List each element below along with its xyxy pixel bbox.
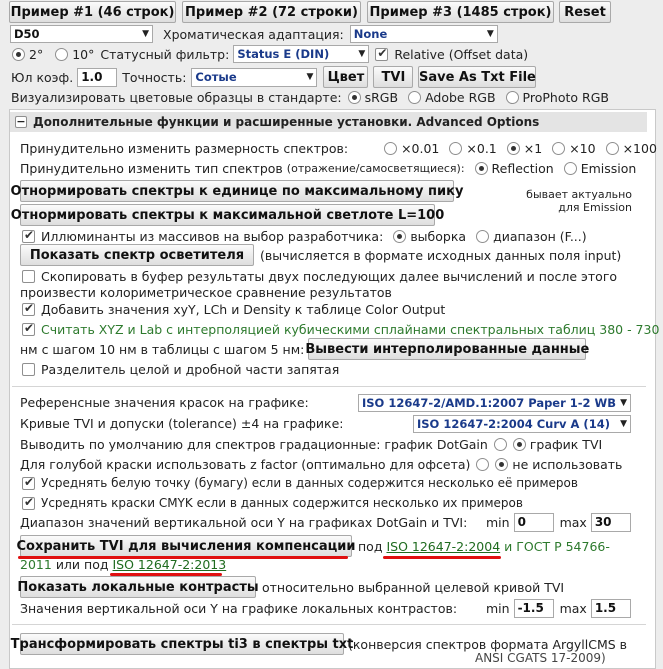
prophoto-rgb-radio[interactable] xyxy=(506,91,519,104)
visualize-standard-label: Визуализировать цветовые образцы в стандарте: xyxy=(11,90,342,105)
average-white-label: Усреднять белую точку (бумагу) если в данных содержится несколько её примеров xyxy=(41,476,578,490)
emission-radio[interactable] xyxy=(564,162,577,175)
emission-label: Emission xyxy=(580,161,637,176)
reset-button[interactable]: Reset xyxy=(559,1,611,23)
srgb-radio[interactable] xyxy=(348,91,361,104)
tvi-curves-select[interactable] xyxy=(413,415,631,433)
local-max-label: max xyxy=(559,601,587,616)
observer-10-label: 10° xyxy=(72,46,95,62)
panel-divider xyxy=(12,386,646,387)
average-cmyk-label: Усреднять краски CMYK если в данных содержится несколько их примеров xyxy=(41,496,523,510)
tvi-curves-label: Кривые TVI и допуски (tolerance) ±4 на графике: xyxy=(20,416,344,431)
decimal-comma-checkbox[interactable] xyxy=(22,363,35,376)
average-cmyk-checkbox[interactable] xyxy=(22,497,35,510)
adobe-rgb-radio[interactable] xyxy=(408,91,421,104)
reference-value: ISO 12647-2/AMD.1:2007 Paper 1-2 WB xyxy=(362,396,617,410)
interpolation-label: Считать XYZ и Lab с интерполяцией кубическими сплайнами спектральных таблиц 380 - 730 xyxy=(41,322,660,337)
reference-label: Референсные значения красок на графике: xyxy=(20,395,309,410)
observer-2-label: 2° xyxy=(29,46,44,62)
chevron-down-icon: ▼ xyxy=(486,29,494,39)
yule-coef-input[interactable]: 1.0 xyxy=(77,68,117,87)
reference-select[interactable] xyxy=(358,394,631,412)
zfactor-off-radio[interactable] xyxy=(495,458,508,471)
transform-spectra-button[interactable]: Трансформировать спектры ti3 в спектры txt xyxy=(20,633,344,655)
yule-coef-label: Юл коэф. xyxy=(11,69,74,85)
save-as-txt-button[interactable]: Save As Txt File xyxy=(418,66,536,88)
illum-sample-label: выборка xyxy=(410,229,467,244)
save-tvi-button[interactable]: Сохранить TVI для вычисления компенсации xyxy=(20,535,352,557)
observer-2-radio[interactable] xyxy=(12,48,25,61)
emission-note-line2: для Emission xyxy=(558,201,632,214)
default-graph-label: Выводить по умолчанию для спектров градационные: график DotGain xyxy=(20,437,488,452)
average-white-checkbox[interactable] xyxy=(22,477,35,490)
status-filter-select[interactable] xyxy=(233,45,369,63)
emission-note-line1: бывает актуально xyxy=(526,188,632,201)
illuminant-select[interactable] xyxy=(10,25,153,43)
local-min-input[interactable]: -1.5 xyxy=(514,599,554,618)
top-toolbar xyxy=(9,1,611,23)
dim-100-label: ×100 xyxy=(622,141,657,156)
iso-2004-link[interactable]: ISO 12647-2:2004 xyxy=(386,538,501,554)
observer-10-radio[interactable] xyxy=(55,48,68,61)
local-max-input[interactable]: 1.5 xyxy=(591,599,631,618)
adaptation-value: None xyxy=(353,27,388,41)
status-filter-value: Status E (DIN) xyxy=(237,47,330,61)
save-tvi-and-text: и xyxy=(504,538,513,554)
spectrum-type-label: Принудительно изменить тип спектров xyxy=(20,161,283,176)
copy-buffer-checkbox[interactable] xyxy=(22,270,35,283)
adaptation-label: Хроматическая адаптация: xyxy=(163,26,344,42)
decimal-comma-label: Разделитель целой и дробной части запятая xyxy=(41,362,340,377)
tvi-curves-value: ISO 12647-2:2004 Curv A (14) xyxy=(417,417,610,431)
y-range-label: Диапазон значений вертикальной оси Y на графиках DotGain и TVI: xyxy=(20,515,468,530)
add-xyy-label: Добавить значения xyY, LCh и Density к таблице Color Output xyxy=(41,302,446,317)
transform-note-line2: ANSI CGATS 17-2009) xyxy=(475,651,606,665)
advanced-options-header[interactable] xyxy=(10,112,647,132)
y-min-input[interactable]: 0 xyxy=(514,513,554,532)
output-interpolated-button[interactable]: Вывести интерполированные данные xyxy=(308,338,586,360)
collapse-toggle-icon[interactable]: − xyxy=(16,115,26,128)
example-3-button[interactable]: Пример #3 (1485 строк) xyxy=(367,1,554,23)
illuminants-checkbox[interactable] xyxy=(22,230,35,243)
adaptation-select[interactable] xyxy=(350,25,498,43)
y-max-label: max xyxy=(559,515,587,530)
dim-0.1-label: ×0.1 xyxy=(466,141,497,156)
dim-100-radio[interactable] xyxy=(606,142,619,155)
example-2-button[interactable]: Пример #2 (72 строки) xyxy=(182,1,361,23)
save-tvi-or-text: или под xyxy=(55,557,109,572)
illuminant-value: D50 xyxy=(14,27,40,41)
red-underline-link1 xyxy=(383,556,501,559)
chevron-down-icon: ▼ xyxy=(620,398,627,408)
advanced-options-title: Дополнительные функции и расширенные установки. Advanced Options xyxy=(33,115,540,129)
dimension-label: Принудительно изменить размерность спектров: xyxy=(20,141,349,156)
reflection-label: Reflection xyxy=(491,161,554,176)
accuracy-value: Сотые xyxy=(195,70,237,84)
relative-checkbox[interactable] xyxy=(375,48,388,61)
illuminants-label: Иллюминанты из массивов на выбор разработчика: xyxy=(41,229,384,244)
show-illuminant-note: (вычисляется в формате исходных данных поля input) xyxy=(260,247,622,263)
gost-text: ГОСТ Р 54766- xyxy=(516,538,610,554)
y-max-input[interactable]: 30 xyxy=(591,513,631,532)
spectrum-type-sublabel: (отражение/самосветящиеся): xyxy=(286,162,465,175)
chevron-down-icon: ▼ xyxy=(620,419,627,429)
normalize-lightness-button[interactable]: Отнормировать спектры к максимальной светлоте L=100 xyxy=(20,204,435,226)
reflection-radio[interactable] xyxy=(475,162,488,175)
local-contrasts-note: относительно выбранной целевой кривой TVI xyxy=(262,579,565,595)
local-min-label: min xyxy=(486,601,510,616)
relative-label: Relative (Offset data) xyxy=(394,46,529,62)
dim-10-radio[interactable] xyxy=(552,142,565,155)
show-illuminant-button[interactable]: Показать спектр осветителя xyxy=(20,244,254,266)
emission-note xyxy=(520,188,632,214)
dim-10-label: ×10 xyxy=(569,141,596,156)
zfactor-use-radio[interactable] xyxy=(476,458,489,471)
dim-1-radio[interactable] xyxy=(507,142,520,155)
example-1-button[interactable]: Пример #1 (46 строк) xyxy=(9,1,176,23)
zfactor-label: Для голубой краски использовать z factor (оптимально для офсета) xyxy=(20,457,471,472)
dim-0.01-label: ×0.01 xyxy=(401,141,440,156)
copy-buffer-label: Скопировать в буфер результаты двух последующих далее вычислений и после этого xyxy=(41,269,618,284)
tvi-graph-label: график TVI xyxy=(529,437,603,452)
copy-buffer-label-line2: произвести колориметрическое сравнение результатов xyxy=(20,285,392,300)
normalize-peak-button[interactable]: Отнормировать спектры к единице по максимальному пику xyxy=(20,180,454,202)
tvi-graph-radio[interactable] xyxy=(513,438,526,451)
accuracy-label: Точность: xyxy=(122,69,187,85)
illum-sample-radio[interactable] xyxy=(393,230,406,243)
illum-range-label: диапазон (F...) xyxy=(493,229,587,244)
adobe-rgb-label: Adobe RGB xyxy=(425,90,496,105)
illum-range-radio[interactable] xyxy=(476,230,489,243)
add-xyy-checkbox[interactable] xyxy=(22,303,35,316)
dotgain-radio[interactable] xyxy=(494,438,507,451)
color-button[interactable]: Цвет xyxy=(323,66,368,88)
y-min-label: min xyxy=(486,515,510,530)
tvi-button[interactable]: TVI xyxy=(373,66,413,88)
local-range-label: Значения вертикальной оси Y на графике локальных контрастов: xyxy=(20,601,458,616)
chevron-down-icon: ▼ xyxy=(358,49,366,59)
save-tvi-under-text: под xyxy=(358,538,383,554)
gost-year-text: 2011 xyxy=(20,557,52,572)
show-local-contrasts-button[interactable]: Показать локальные контрасты xyxy=(20,576,256,598)
chevron-down-icon: ▼ xyxy=(142,29,149,39)
prophoto-rgb-label: ProPhoto RGB xyxy=(522,90,609,105)
iso-2013-link[interactable]: ISO 12647-2:2013 xyxy=(112,557,227,572)
dim-1-label: ×1 xyxy=(523,141,543,156)
srgb-label: sRGB xyxy=(364,90,399,105)
dim-0.1-radio[interactable] xyxy=(449,142,462,155)
dim-0.01-radio[interactable] xyxy=(384,142,397,155)
interpolation-label-line2: нм с шагом 10 нм в таблицы с шагом 5 нм: xyxy=(20,341,305,357)
transform-note: (конверсия спектров формата ArgyllCMS в xyxy=(348,636,628,652)
zfactor-off-label: не использовать xyxy=(512,457,623,472)
interpolation-checkbox[interactable] xyxy=(22,323,35,336)
chevron-down-icon: ▼ xyxy=(306,72,314,82)
accuracy-select[interactable] xyxy=(191,68,317,87)
status-filter-label: Статусный фильтр: xyxy=(100,46,230,62)
panel-divider-2 xyxy=(12,624,646,625)
